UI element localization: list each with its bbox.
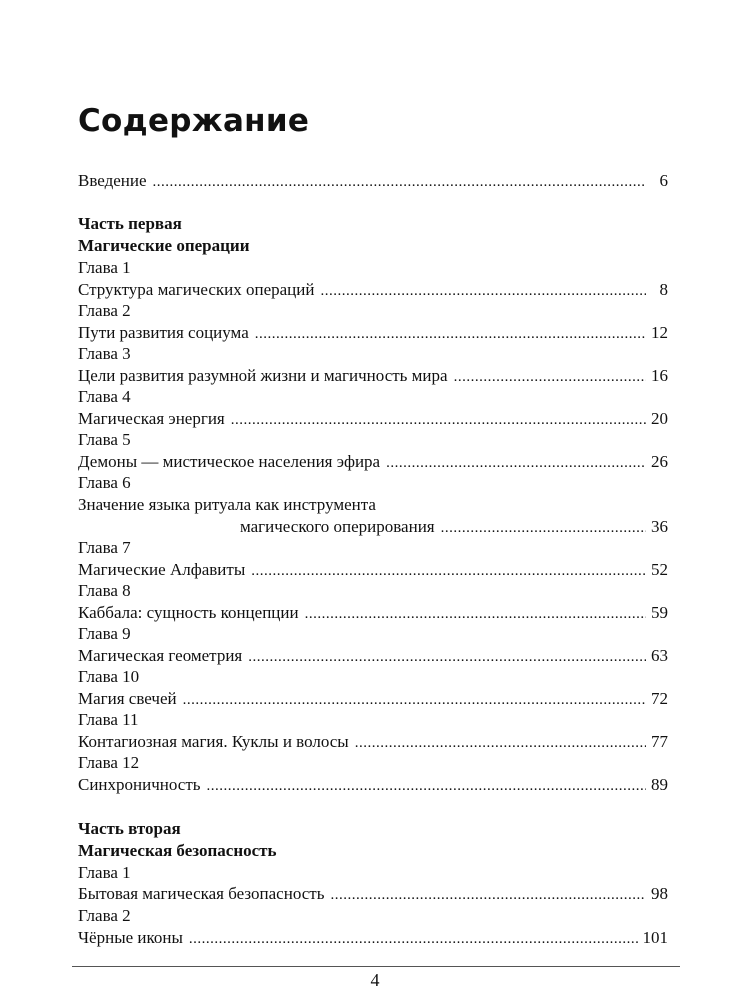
chapter-number: Глава 1 — [78, 258, 131, 277]
toc-page-number: 36 — [651, 517, 668, 536]
toc-entry[interactable] — [78, 882, 668, 906]
toc-entry-title-line1[interactable]: Значение языка ритуала как инструмента — [78, 495, 376, 514]
toc-page-number: 20 — [651, 409, 668, 428]
toc-entry-label: Структура магических операций — [78, 280, 315, 299]
toc-page-number: 63 — [651, 646, 668, 665]
toc-entry-label: Введение — [78, 171, 147, 190]
toc-entry-label: Магическая энергия — [78, 409, 225, 428]
toc-entry-label: Цели развития разумной жизни и магичность мира — [78, 366, 448, 385]
chapter-number: Глава 2 — [78, 906, 131, 925]
part1-subtitle: Магические операции — [78, 236, 250, 255]
toc-page-number: 89 — [651, 775, 668, 794]
toc-page-number: 6 — [659, 171, 668, 190]
toc-page-number: 12 — [651, 323, 668, 342]
toc-entry-label: магического оперирования — [240, 517, 435, 536]
toc-page-number: 98 — [651, 884, 668, 903]
toc-entry-label: Чёрные иконы — [78, 928, 183, 947]
toc-page-number: 72 — [651, 689, 668, 708]
chapter-number: Глава 7 — [78, 538, 131, 557]
chapter-number: Глава 4 — [78, 387, 131, 406]
toc-page-number: 16 — [651, 366, 668, 385]
toc-page-number: 26 — [651, 452, 668, 471]
toc-entry-label: Магические Алфавиты — [78, 560, 246, 579]
toc-entry-label: Демоны — мистическое населения эфира — [78, 452, 381, 471]
toc-entry-label: Каббала: сущность концепции — [78, 603, 299, 622]
chapter-number: Глава 5 — [78, 430, 131, 449]
toc-page-number: 101 — [642, 928, 668, 947]
chapter-number: Глава 8 — [78, 581, 131, 600]
dot-leader — [189, 927, 639, 951]
chapter-number: Глава 1 — [78, 863, 131, 882]
toc-page-number: 59 — [651, 603, 668, 622]
toc-entry-label: Пути развития социума — [78, 323, 249, 342]
part2-subtitle: Магическая безопасность — [78, 841, 277, 860]
page-number: 4 — [370, 970, 380, 990]
page-title: Содержание — [78, 103, 310, 139]
toc-entry-label: Бытовая магическая безопасность — [78, 884, 325, 903]
chapter-number: Глава 10 — [78, 667, 140, 686]
toc-entry-label: Синхроничность — [78, 775, 201, 794]
chapter-number: Глава 11 — [78, 710, 139, 729]
toc-entry-label: Магия свечей — [78, 689, 177, 708]
toc-entry-label: Контагиозная магия. Куклы и волосы — [78, 732, 349, 751]
part2-heading: Часть вторая — [78, 819, 181, 838]
toc-page-number: 52 — [651, 560, 668, 579]
toc-entry-label: Магическая геометрия — [78, 646, 243, 665]
dot-leader — [207, 774, 646, 798]
chapter-number: Глава 12 — [78, 753, 140, 772]
toc-page-number: 77 — [651, 732, 668, 751]
toc-page-number: 8 — [659, 280, 668, 299]
chapter-number: Глава 2 — [78, 301, 131, 320]
dot-leader — [153, 170, 646, 194]
chapter-number: Глава 3 — [78, 344, 131, 363]
toc-entry-intro[interactable] — [78, 169, 668, 193]
chapter-number: Глава 9 — [78, 624, 131, 643]
toc-entry[interactable] — [78, 773, 668, 797]
chapter-number: Глава 6 — [78, 473, 131, 492]
footer-rule — [72, 966, 680, 967]
part1-heading: Часть первая — [78, 214, 182, 233]
toc-entry[interactable] — [78, 926, 668, 950]
